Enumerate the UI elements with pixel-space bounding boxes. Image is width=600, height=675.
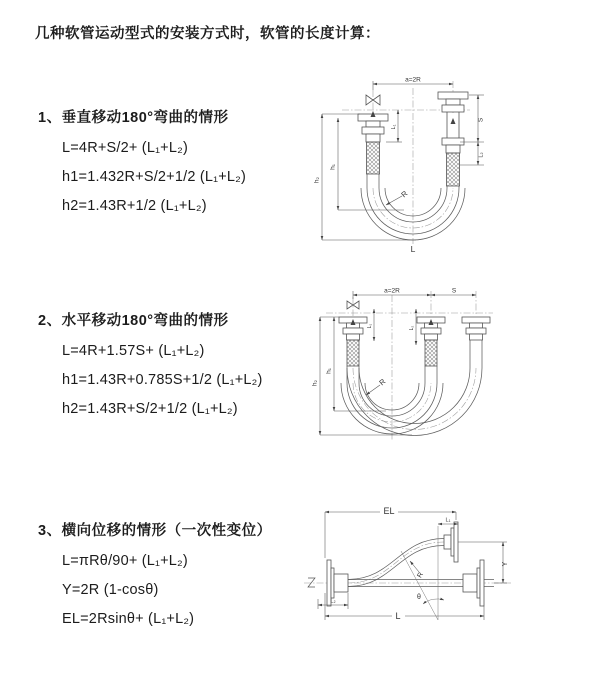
section-3-heading: 3、横向位移的情形（一次性变位） [38,523,272,539]
formula: L=4R+1.57S+ (L₁+L₂) [62,343,205,359]
angle-construction [401,526,444,620]
centerline-break-mark [308,578,315,587]
formula: Y=2R (1-cosθ) [62,582,159,598]
formula-list [38,337,328,424]
dim-label-h1: h₁ [329,164,337,170]
dim-label-l2: L₂ [409,325,415,331]
right-flange-fitting [463,560,484,606]
diagram-vertical-180-bend [308,70,598,260]
formula: L=4R+S/2+ (L₁+L₂) [62,140,188,156]
formula: h1=1.432R+S/2+1/2 (L₁+L₂) [62,169,247,185]
formula: h1=1.43R+0.785S+1/2 (L₁+L₂) [62,372,263,388]
dim-label-s: S [477,117,485,123]
dim-label-radius: R [399,188,410,200]
dim-label-y: Y [502,561,509,567]
section-lateral-displacement [38,519,328,634]
section-horizontal-180 [38,309,328,424]
dim-label-radius: R [377,376,388,388]
left-pipe-fitting [358,114,388,174]
dim-label-l1: L₁ [367,323,373,329]
formula: h2=1.43R+1/2 (L₁+L₂) [62,198,207,214]
dim-label-s: S [451,287,457,295]
diagram-lateral-displacement [298,498,598,648]
dimensions [320,291,476,435]
dim-label-length: L [395,611,401,621]
dim-label-h2: h₂ [311,379,319,387]
dim-label-l2: L₂ [478,152,485,158]
dim-label-l1: L₁ [445,517,451,524]
section-2-heading: 2、水平移动180°弯曲的情形 [38,313,229,329]
dim-label-radius: R [416,571,425,580]
dim-label-span: a=2R [405,76,421,84]
diagram-horizontal-180-bend [308,283,598,448]
dim-label-length: L [410,244,416,254]
section-vertical-180 [38,106,328,221]
formula-list [38,547,328,634]
page-title: 几种软管运动型式的安装方式时，软管的长度计算： [35,26,380,42]
dim-label-span: a=2R [384,287,400,295]
formula: h2=1.43R+S/2+1/2 (L₁+L₂) [62,401,238,417]
dim-label-h1: h₁ [325,368,333,374]
dimensions [318,512,507,620]
dim-label-theta: θ [417,594,421,601]
formula: EL=2Rsinθ+ (L₁+L₂) [62,611,195,627]
dim-label-h2: h₂ [313,176,321,184]
formula-list [38,134,328,221]
upper-flange-fitting [444,522,458,562]
dim-label-l2: L₂ [330,598,336,605]
pipe-fittings [339,317,490,366]
hose-u-bends [341,340,482,435]
dim-label-l1: L₁ [391,124,397,130]
dim-label-el: EL [383,506,395,516]
formula: L=πRθ/90+ (L₁+L₂) [62,553,188,569]
section-1-heading: 1、垂直移动180°弯曲的情形 [38,110,229,126]
right-pipe-fitting [438,92,468,186]
